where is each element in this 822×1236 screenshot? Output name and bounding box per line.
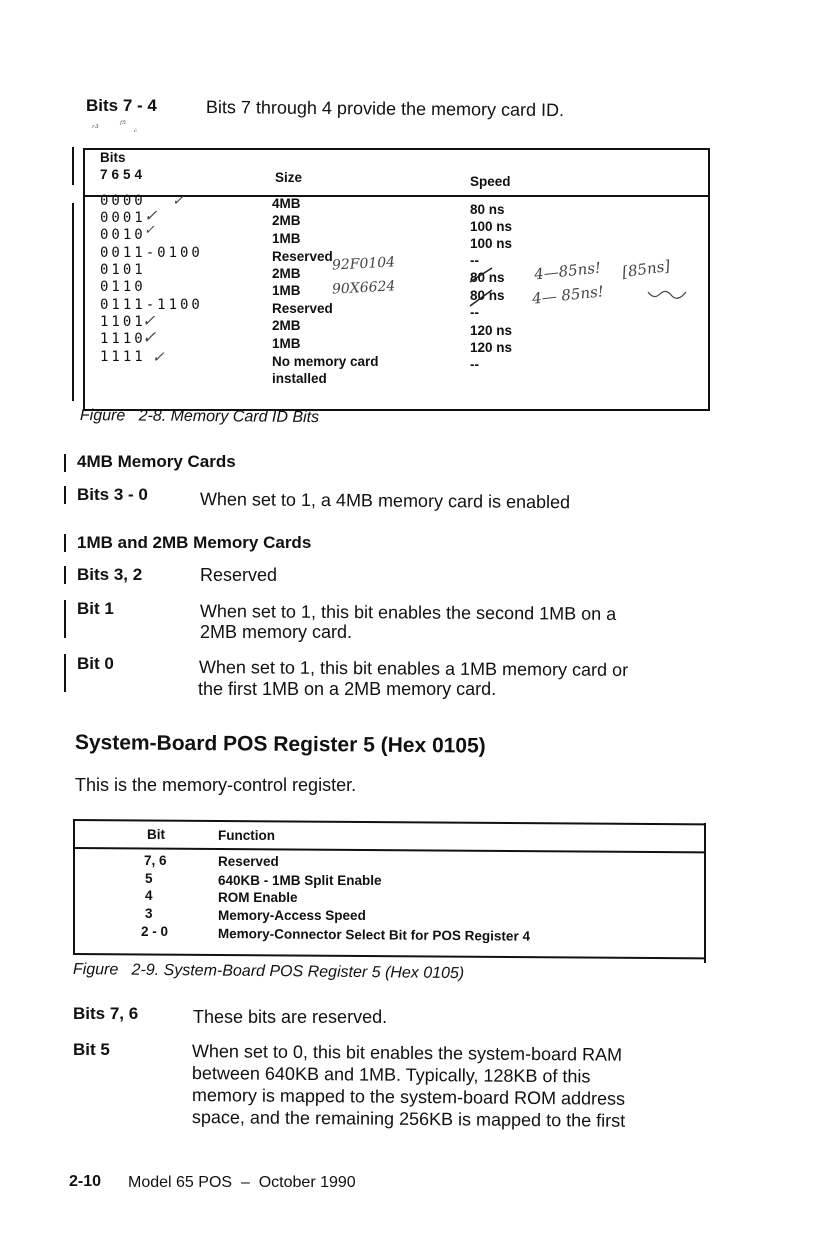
bit-5-label: Bit 5 xyxy=(73,1040,110,1059)
header-bits: Bits xyxy=(100,150,126,165)
row-check: ✓ xyxy=(152,348,165,366)
revision-bar xyxy=(72,203,74,401)
row-bit: 2 - 0 xyxy=(141,924,169,939)
section-heading-4mb: 4MB Memory Cards xyxy=(77,452,236,471)
row-check: ✓ xyxy=(144,206,158,225)
row-bits: 0111-1100 xyxy=(100,297,203,313)
row-bits: 0001 xyxy=(100,210,146,226)
header-bits-values: 7654 xyxy=(100,167,147,182)
table-right-border xyxy=(708,148,710,410)
row-bits: 0000 xyxy=(100,193,146,209)
row-size: Reserved xyxy=(272,249,333,264)
bit-0-description: the first 1MB on a 2MB memory card. xyxy=(198,679,497,699)
bits-7-6-description: These bits are reserved. xyxy=(193,1007,388,1027)
paragraph-line: memory is mapped to the system-board ROM address xyxy=(191,1085,626,1109)
strike-through-mark xyxy=(466,264,496,314)
header-function: Function xyxy=(218,828,275,843)
row-size: 1MB xyxy=(272,336,301,351)
row-bits: 1110 xyxy=(100,331,146,347)
section-heading-pos-register-5: System-Board POS Register 5 (Hex 0105) xyxy=(74,731,486,758)
bit-1-description: 2MB memory card. xyxy=(200,622,353,642)
row-size: No memory card xyxy=(272,354,379,369)
revision-bar xyxy=(64,600,66,638)
bits-3-0-description: When set to 1, a 4MB memory card is enabled xyxy=(199,489,571,513)
page-mark: ᶠ⁵ xyxy=(120,120,126,130)
row-bits: 0110 xyxy=(100,279,146,295)
row-check: ✓ xyxy=(172,193,184,209)
header-bit: Bit xyxy=(147,827,165,842)
table-top-rule xyxy=(73,819,705,825)
row-size: 1MB xyxy=(272,283,301,298)
row-bit: 5 xyxy=(145,871,153,886)
header-size: Size xyxy=(275,170,303,185)
row-size: Reserved xyxy=(272,301,333,316)
handwritten-note: [85ns] xyxy=(620,256,672,282)
revision-bar xyxy=(72,147,74,185)
bits-7-4-description: Bits 7 through 4 provide the memory card ID. xyxy=(205,97,565,121)
row-bit: 7, 6 xyxy=(144,853,167,868)
handwritten-note: 92F0104 xyxy=(331,254,396,274)
row-check: ✓ xyxy=(144,223,155,238)
row-speed: 80 ns xyxy=(470,270,505,285)
row-speed: 80 ns xyxy=(470,288,505,303)
revision-bar xyxy=(64,486,66,504)
figure-2-9-caption: Figure 2-9. System-Board POS Register 5 (Hex 0105) xyxy=(72,961,465,983)
paragraph-line: between 640KB and 1MB. Typically, 128KB of this xyxy=(191,1063,591,1087)
bits-3-0-label: Bits 3 - 0 xyxy=(77,485,148,504)
row-function: 640KB - 1MB Split Enable xyxy=(218,873,382,888)
table-right-border xyxy=(704,823,706,963)
row-size: 4MB xyxy=(272,196,301,211)
table-left-border xyxy=(83,148,85,410)
footer-page-number: 2-10 xyxy=(69,1173,102,1190)
row-bits: 1101 xyxy=(100,314,146,330)
handwritten-note: 4— 85ns! xyxy=(531,282,605,308)
row-function: Memory-Access Speed xyxy=(218,908,366,923)
table-bottom-rule xyxy=(73,953,705,959)
row-bits: 1111 xyxy=(100,349,146,365)
row-bit: 4 xyxy=(145,888,153,903)
row-size: 2MB xyxy=(272,318,301,333)
pos5-intro: This is the memory-control register. xyxy=(75,775,357,795)
row-speed: 120 ns xyxy=(470,340,513,355)
row-size: 1MB xyxy=(272,231,301,246)
section-heading-1mb-2mb: 1MB and 2MB Memory Cards xyxy=(77,533,312,552)
row-bit: 3 xyxy=(145,906,153,921)
row-function: Memory-Connector Select Bit for POS Register 4 xyxy=(217,926,531,944)
row-check: ✓ xyxy=(142,311,156,330)
paragraph-line: When set to 0, this bit enables the system-board RAM xyxy=(191,1041,623,1065)
row-bits: 0011-0100 xyxy=(100,245,203,261)
handwritten-note: 4—85ns! xyxy=(533,258,602,284)
table-header-rule xyxy=(73,847,705,853)
paragraph-line: space, and the remaining 256KB is mapped to the first xyxy=(191,1107,626,1131)
row-speed: 80 ns xyxy=(470,202,505,217)
row-check: ✓ xyxy=(142,328,157,348)
bits-3-2-description: Reserved xyxy=(200,565,278,585)
bits-7-4-label: Bits 7 - 4 xyxy=(86,96,157,115)
revision-bar xyxy=(64,566,66,584)
row-size: 2MB xyxy=(272,213,301,228)
handwritten-note: 90X6624 xyxy=(331,278,396,298)
row-bits: 0010 xyxy=(100,227,146,243)
table-left-border xyxy=(73,819,75,953)
row-speed: -- xyxy=(470,305,479,320)
row-speed: 100 ns xyxy=(470,219,513,234)
row-speed: 100 ns xyxy=(470,236,513,251)
row-speed: -- xyxy=(470,253,479,268)
footer-title: Model 65 POS – October 1990 xyxy=(128,1174,356,1191)
bit-1-label: Bit 1 xyxy=(77,599,114,618)
bit-0-description: When set to 1, this bit enables a 1MB memory card or xyxy=(198,657,629,680)
revision-bar xyxy=(64,534,66,552)
table-top-rule xyxy=(83,148,710,150)
row-speed: -- xyxy=(470,357,479,372)
row-function: Reserved xyxy=(218,854,279,869)
bits-3-2-label: Bits 3, 2 xyxy=(77,565,143,584)
page-mark: ᶜ xyxy=(134,128,138,138)
revision-bar xyxy=(64,454,66,472)
figure-2-8-caption: Figure 2-8. Memory Card ID Bits xyxy=(79,407,320,427)
row-size: 2MB xyxy=(272,266,301,281)
row-function: ROM Enable xyxy=(218,890,298,905)
header-speed: Speed xyxy=(470,174,511,189)
row-speed: 120 ns xyxy=(470,323,513,338)
bit-0-label: Bit 0 xyxy=(77,654,114,673)
page-mark: ʳ³ xyxy=(92,124,99,134)
row-bits: 0101 xyxy=(100,262,146,278)
squiggle-mark xyxy=(646,288,688,302)
revision-bar xyxy=(64,654,66,692)
bit-1-description: When set to 1, this bit enables the second 1MB on a xyxy=(199,601,617,624)
row-size-continuation: installed xyxy=(272,371,327,386)
bits-7-6-label: Bits 7, 6 xyxy=(73,1004,139,1023)
